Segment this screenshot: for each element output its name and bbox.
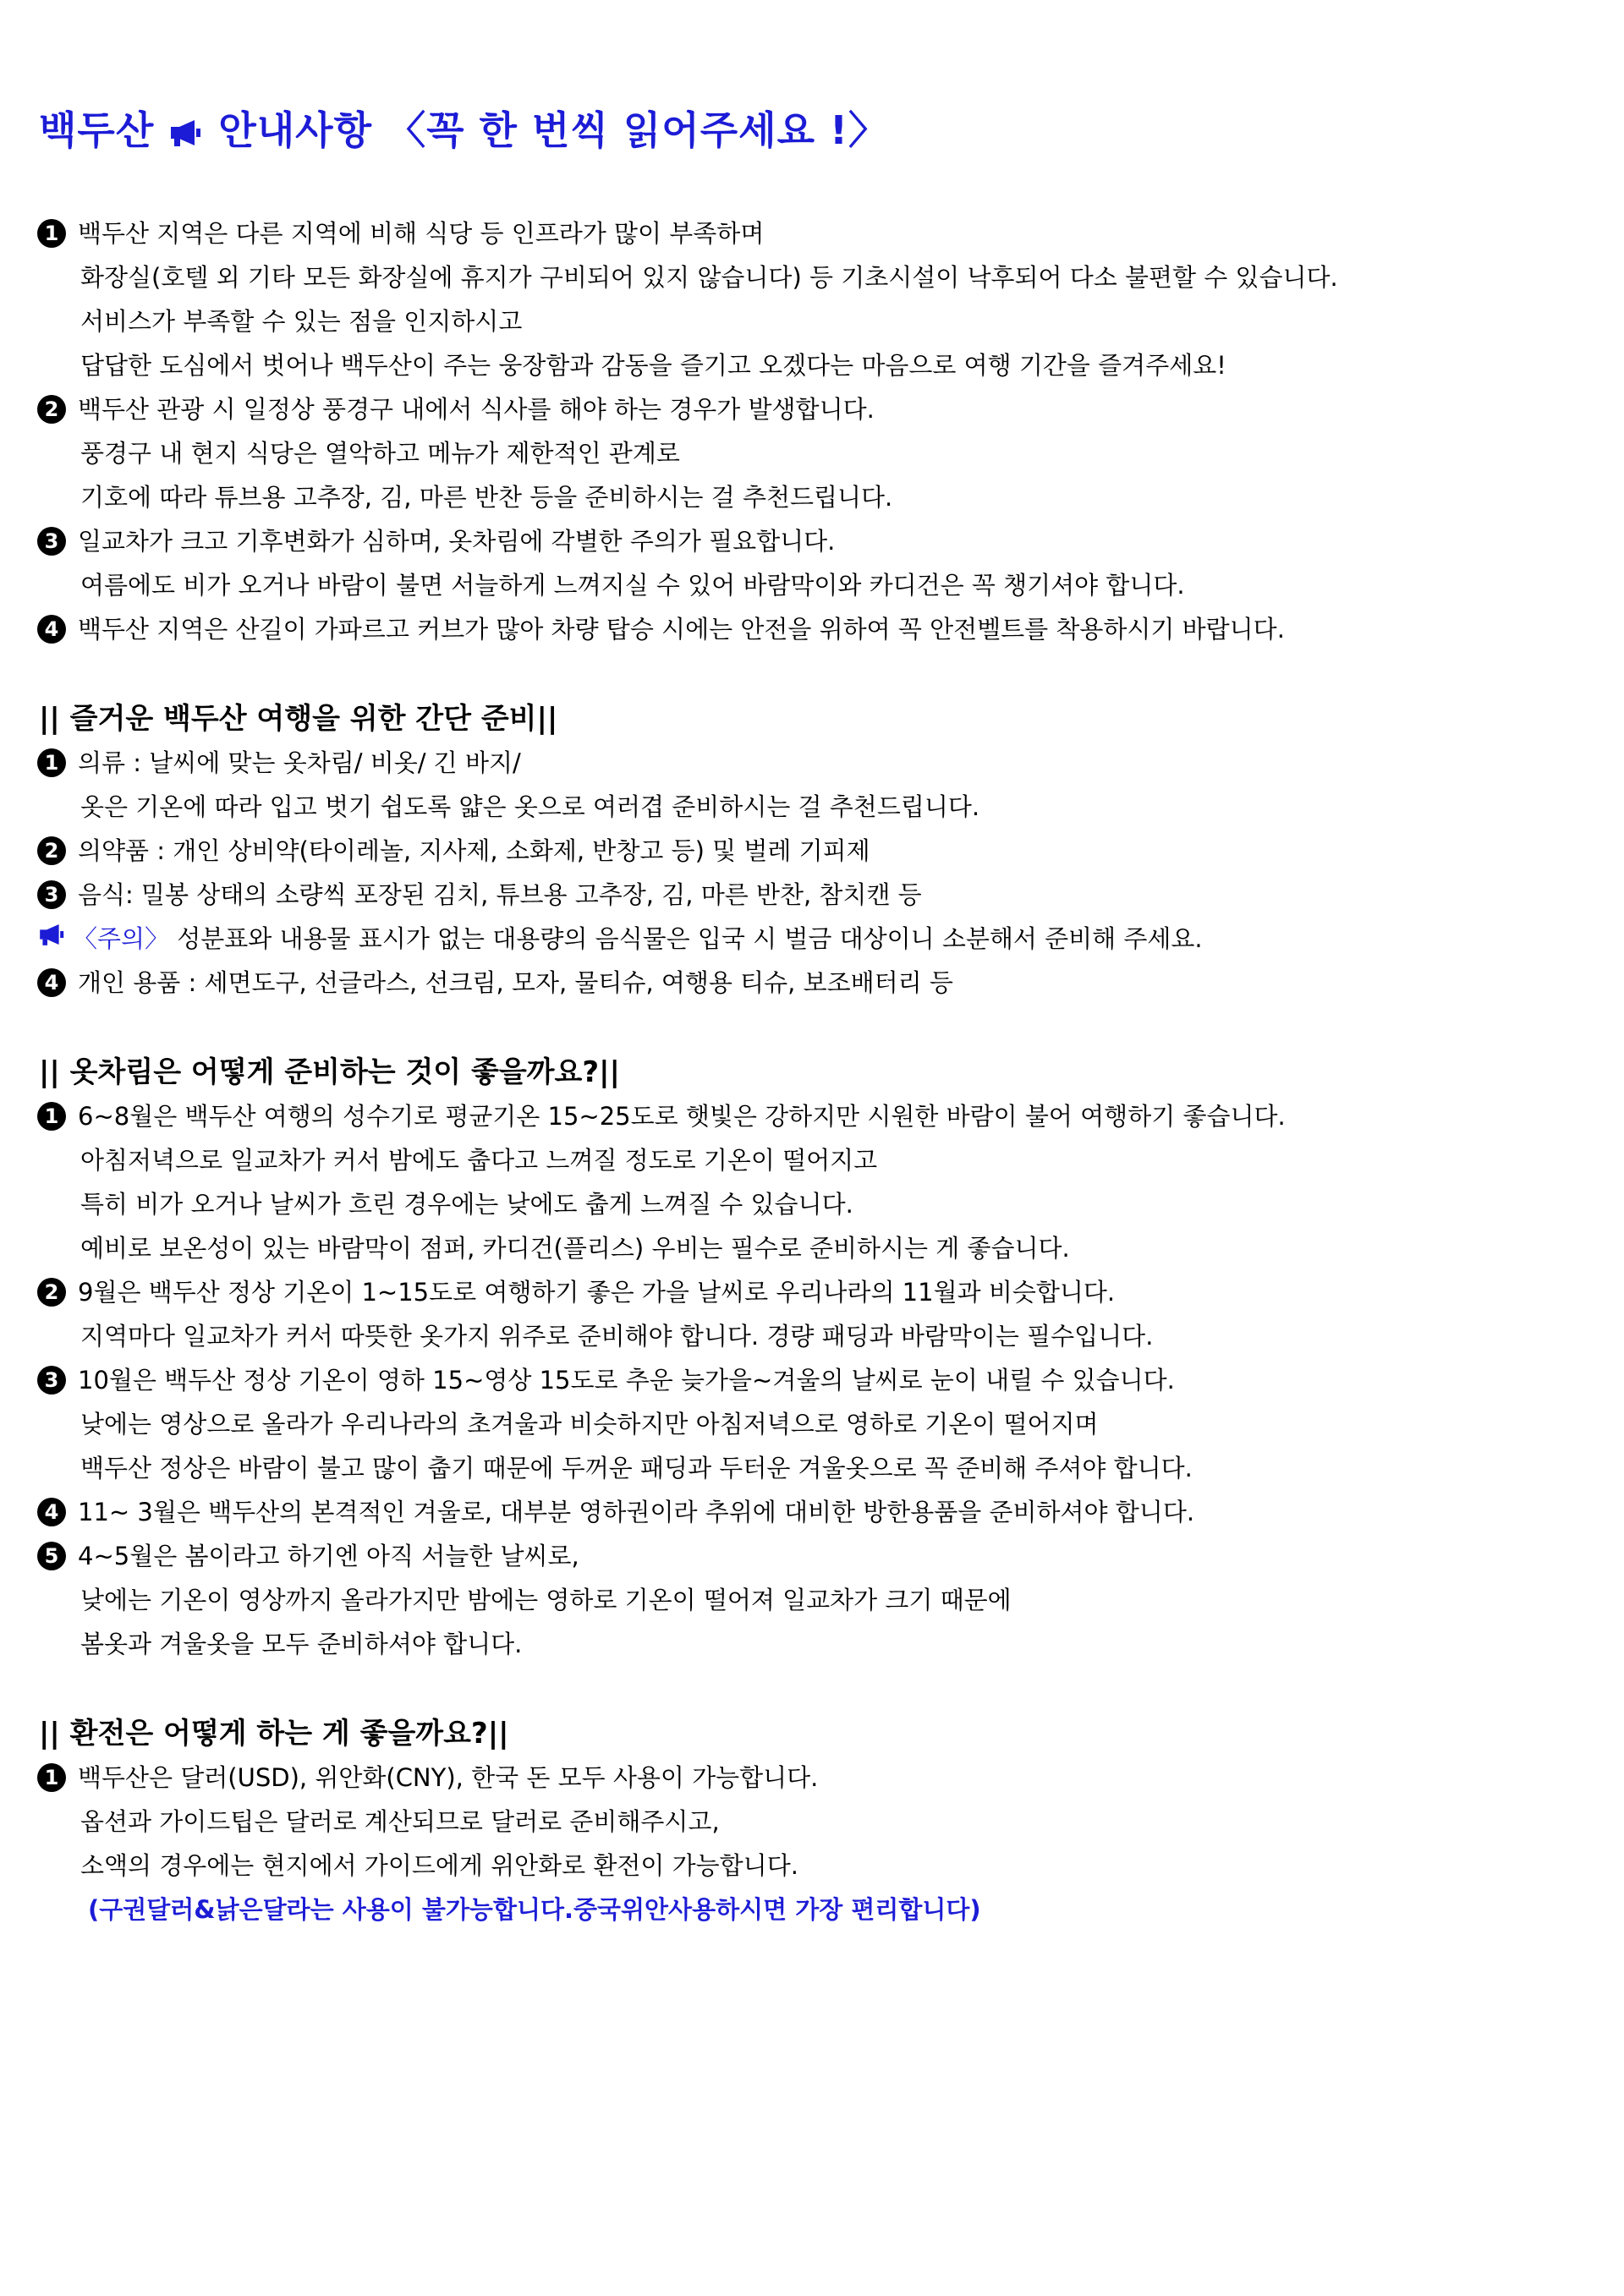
number-circle-icon: 3: [37, 880, 66, 909]
section-heading: || 환전은 어떻게 하는 게 좋을까요?||: [39, 1717, 509, 1751]
section-heading: || 옷차림은 어떻게 준비하는 것이 좋을까요?||: [39, 1055, 620, 1089]
notice-line: [37, 922, 1203, 957]
list-item-line: 옵션과 가이드팁은 달러로 계산되므로 달러로 준비해주시고,: [80, 1807, 720, 1836]
number-circle-icon: 2: [37, 836, 66, 865]
list-item: 4 개인 용품 : 세면도구, 선글라스, 선크림, 모자, 물티슈, 여행용 티슈, 보조배터리 등: [37, 966, 953, 1000]
section-heading: || 즐거운 백두산 여행을 위한 간단 준비||: [39, 702, 558, 736]
list-item: 3 10월은 백두산 정상 기온이 영하 15~영상 15도로 추운 늦가을~겨울의 날씨로 눈이 내릴 수 있습니다.: [37, 1363, 1175, 1397]
list-item: 3 일교차가 크고 기후변화가 심하며, 옷차림에 각별한 주의가 필요합니다.: [37, 524, 835, 558]
list-item-line: 옷은 기온에 따라 입고 벗기 쉽도록 얇은 옷으로 여러겹 준비하시는 걸 추천드립니다.: [80, 792, 980, 821]
list-item-line: 아침저녁으로 일교차가 커서 밤에도 춥다고 느껴질 정도로 기온이 떨어지고: [80, 1146, 878, 1175]
list-item-line: 답답한 도심에서 벗어나 백두산이 주는 웅장함과 감동을 즐기고 오겠다는 마음으로 여행 기간을 즐겨주세요!: [80, 351, 1226, 380]
notice-label: 〈주의〉: [73, 924, 170, 953]
currency-note: (구권달러&낡은달라는 사용이 불가능합니다.중국위안사용하시면 가장 편리합니다): [88, 1895, 981, 1924]
list-item-line: 기호에 따라 튜브용 고추장, 김, 마른 반찬 등을 준비하시는 걸 추천드립니다.: [80, 483, 893, 512]
list-item: 5 4~5월은 봄이라고 하기엔 아직 서늘한 날씨로,: [37, 1539, 579, 1573]
megaphone-icon: [167, 111, 201, 156]
list-item: 4 11~ 3월은 백두산의 본격적인 겨울로, 대부분 영하권이라 추위에 대비한 방한용품을 준비하셔야 합니다.: [37, 1495, 1194, 1529]
list-item-line: 지역마다 일교차가 커서 따뜻한 옷가지 위주로 준비해야 합니다. 경량 패딩과 바람막이는 필수입니다.: [80, 1322, 1154, 1351]
list-item-line: 낮에는 기온이 영상까지 올라가지만 밤에는 영하로 기온이 떨어져 일교차가 크기 때문에: [80, 1586, 1012, 1614]
list-item: 2 백두산 관광 시 일정상 풍경구 내에서 식사를 해야 하는 경우가 발생합니다.: [37, 392, 875, 426]
list-item: 4 백두산 지역은 산길이 가파르고 커브가 많아 차량 탑승 시에는 안전을 위하여 꼭 안전벨트를 착용하시기 바랍니다.: [37, 612, 1285, 646]
page-title: [39, 100, 888, 156]
list-item-line: 낮에는 영상으로 올라가 우리나라의 초겨울과 비슷하지만 아침저녁으로 영하로 기온이 떨어지며: [80, 1410, 1099, 1438]
list-item-line: 봄옷과 겨울옷을 모두 준비하셔야 합니다.: [80, 1630, 523, 1658]
number-circle-icon: 4: [37, 1498, 66, 1526]
number-circle-icon: 3: [37, 527, 66, 556]
number-circle-icon: 1: [37, 1102, 66, 1131]
number-circle-icon: 2: [37, 1278, 66, 1307]
list-item-line: 여름에도 비가 오거나 바람이 불면 서늘하게 느껴지실 수 있어 바람막이와 카디건은 꼭 챙기셔야 합니다.: [80, 571, 1185, 600]
list-item: 1 백두산은 달러(USD), 위안화(CNY), 한국 돈 모두 사용이 가능합니다.: [37, 1761, 818, 1795]
number-circle-icon: 4: [37, 968, 66, 997]
number-circle-icon: 1: [37, 748, 66, 777]
list-item: 1 백두산 지역은 다른 지역에 비해 식당 등 인프라가 많이 부족하며: [37, 216, 764, 250]
list-item-line: 서비스가 부족할 수 있는 점을 인지하시고: [80, 307, 523, 336]
number-circle-icon: 3: [37, 1366, 66, 1395]
list-item-line: 화장실(호텔 외 기타 모든 화장실에 휴지가 구비되어 있지 않습니다) 등 기초시설이 낙후되어 다소 불편할 수 있습니다.: [80, 263, 1338, 292]
number-circle-icon: 1: [37, 1763, 66, 1792]
list-item-line: 예비로 보온성이 있는 바람막이 점퍼, 카디건(플리스) 우비는 필수로 준비하시는 게 좋습니다.: [80, 1234, 1070, 1263]
number-circle-icon: 1: [37, 219, 66, 248]
title-left: 백두산: [39, 107, 155, 153]
list-item-line: 소액의 경우에는 현지에서 가이드에게 위안화로 환전이 가능합니다.: [80, 1851, 798, 1880]
list-item-line: 특히 비가 오거나 날씨가 흐린 경우에는 낮에도 춥게 느껴질 수 있습니다.: [80, 1190, 853, 1219]
megaphone-icon: [37, 921, 64, 955]
list-item: 2 의약품 : 개인 상비약(타이레놀, 지사제, 소화제, 반창고 등) 및 벌레 기피제: [37, 834, 870, 868]
notice-text: 성분표와 내용물 표시가 없는 대용량의 음식물은 입국 시 벌금 대상이니 소분해서 준비해 주세요.: [177, 924, 1203, 953]
number-circle-icon: 5: [37, 1542, 66, 1570]
title-right: 안내사항 〈꼭 한 번씩 읽어주세요 !〉: [218, 107, 889, 153]
list-item: 2 9월은 백두산 정상 기온이 1~15도로 여행하기 좋은 가을 날씨로 우리나라의 11월과 비슷합니다.: [37, 1275, 1115, 1309]
list-item: 3 음식: 밀봉 상태의 소량씩 포장된 김치, 튜브용 고추장, 김, 마른 반찬, 참치캔 등: [37, 878, 922, 912]
list-item-line: 풍경구 내 현지 식당은 열악하고 메뉴가 제한적인 관계로: [80, 439, 680, 468]
list-item-line: 백두산 정상은 바람이 불고 많이 춥기 때문에 두꺼운 패딩과 두터운 겨울옷으로 꼭 준비해 주셔야 합니다.: [80, 1454, 1193, 1482]
number-circle-icon: 4: [37, 615, 66, 644]
number-circle-icon: 2: [37, 395, 66, 424]
list-item: 1 의류 : 날씨에 맞는 옷차림/ 비옷/ 긴 바지/: [37, 746, 521, 780]
list-item: 1 6~8월은 백두산 여행의 성수기로 평균기온 15~25도로 햇빛은 강하지만 시원한 바람이 불어 여행하기 좋습니다.: [37, 1099, 1286, 1133]
